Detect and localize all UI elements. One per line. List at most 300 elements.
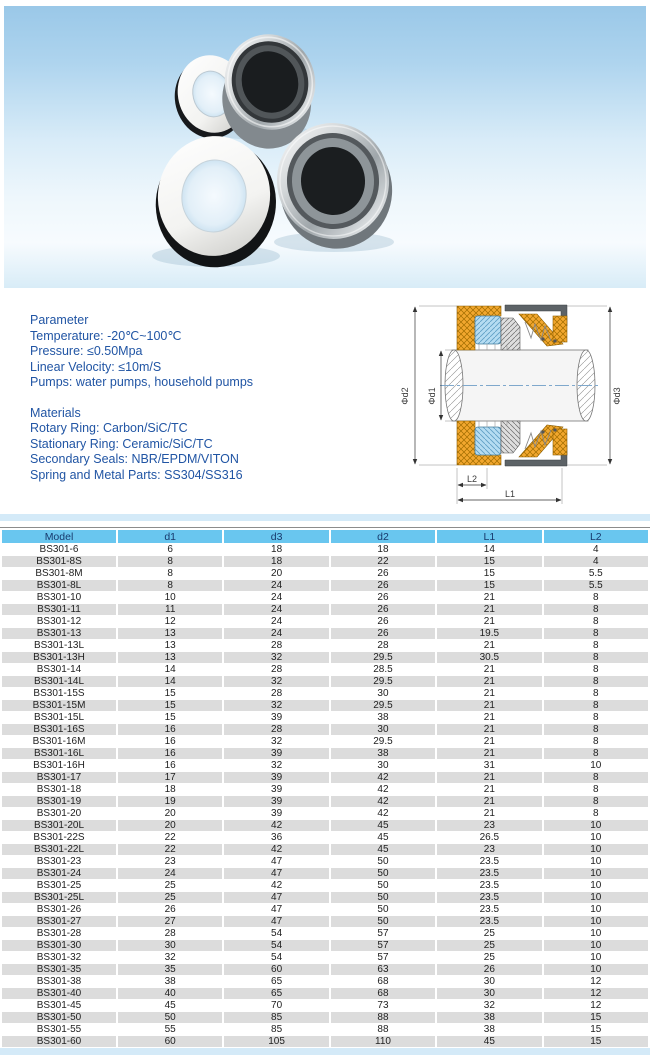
table-cell: 23 [437, 844, 541, 855]
column-header-d3: d3 [224, 530, 328, 543]
table-cell: 10 [590, 832, 602, 843]
table-cell: BS301-8L [2, 580, 116, 591]
table-cell: 26 [437, 964, 541, 975]
table-header-row [2, 530, 648, 543]
table-cell: BS301-25L [2, 892, 116, 903]
table-row [2, 544, 648, 555]
table-cell: BS301-26 [36, 904, 82, 915]
table-cell: 21 [483, 736, 495, 747]
table-cell: 42 [331, 796, 435, 807]
table-cell: 42 [331, 772, 435, 783]
table-cell: 20 [271, 568, 283, 579]
table-cell: BS301-23 [36, 856, 82, 867]
table-cell: 8 [593, 664, 599, 675]
table-row [2, 748, 648, 759]
table-cell: BS301-8S [2, 556, 116, 567]
table-row [2, 712, 648, 723]
dim-label-d1: Φd1 [427, 387, 437, 405]
table-cell: 21 [437, 796, 541, 807]
table-cell: 8 [167, 568, 173, 579]
dim-label-L2: L2 [466, 474, 478, 484]
table-cell: 8 [544, 724, 648, 735]
table-cell: BS301-6 [39, 544, 79, 555]
table-cell: 10 [590, 928, 602, 939]
table-cell: BS301-30 [2, 940, 116, 951]
table-cell: BS301-14 [36, 664, 82, 675]
table-cell: 10 [590, 880, 602, 891]
table-cell: 42 [377, 784, 389, 795]
table-cell: BS301-32 [36, 952, 82, 963]
table-cell: 16 [164, 736, 176, 747]
table-cell: BS301-55 [36, 1024, 82, 1035]
table-cell: 23.5 [479, 904, 500, 915]
table-cell: 29.5 [331, 700, 435, 711]
table-row [2, 724, 648, 735]
table-cell: 8 [593, 736, 599, 747]
elastomer-element [475, 316, 501, 344]
table-cell: 6 [167, 544, 173, 555]
table-cell: 38 [331, 748, 435, 759]
seal-assembly-section [457, 305, 567, 350]
table-cell: 16 [118, 724, 222, 735]
table-cell: 14 [164, 664, 176, 675]
table-row [2, 796, 648, 807]
table-cell: 28 [377, 640, 389, 651]
table-cell: 16 [118, 748, 222, 759]
table-cell: 10 [590, 760, 602, 771]
table-cell: 38 [377, 712, 389, 723]
table-cell: 8 [544, 700, 648, 711]
table-row [2, 772, 648, 783]
table-cell: 39 [271, 808, 283, 819]
table-cell: 8 [118, 556, 222, 567]
table-cell: 30 [377, 760, 389, 771]
table-cell: BS301-17 [2, 772, 116, 783]
table-row [2, 892, 648, 903]
table-cell: 8 [593, 688, 599, 699]
table-cell: 19.5 [437, 628, 541, 639]
table-cell: BS301-22L [2, 844, 116, 855]
table-cell: 50 [331, 892, 435, 903]
table-cell: 8 [544, 748, 648, 759]
column-header-d1: d1 [118, 530, 222, 543]
table-cell: 18 [224, 556, 328, 567]
table-cell: 32 [483, 1000, 495, 1011]
table-cell: BS301-20 [36, 808, 82, 819]
table-cell: 88 [377, 1024, 389, 1035]
table-cell: 45 [437, 1036, 541, 1047]
table-cell: 14 [483, 544, 495, 555]
table-cell: 5.5 [544, 580, 648, 591]
table-row [2, 952, 648, 963]
table-cell: 8 [593, 592, 599, 603]
table-row [2, 1024, 648, 1035]
table-cell: 28 [271, 688, 283, 699]
table-row [2, 880, 648, 891]
table-cell: 57 [377, 928, 389, 939]
table-cell: 50 [118, 1012, 222, 1023]
table-row [2, 760, 648, 771]
table-cell: 17 [118, 772, 222, 783]
table-cell: 11 [118, 604, 222, 615]
table-cell: 32 [224, 700, 328, 711]
table-cell: 50 [377, 856, 389, 867]
table-cell: 18 [271, 544, 283, 555]
materials-line: Rotary Ring: Carbon/SiC/TC [30, 421, 188, 435]
table-cell: BS301-11 [2, 604, 116, 615]
column-header-L1: L1 [437, 530, 541, 543]
table-row [2, 976, 648, 987]
table-cell: 39 [271, 784, 283, 795]
table-cell: BS301-35 [2, 964, 116, 975]
table-cell: 55 [164, 1024, 176, 1035]
table-cell: 47 [224, 892, 328, 903]
table-cell: 26 [164, 904, 176, 915]
dim-label-d2: Φd2 [400, 387, 410, 405]
table-cell: 10 [590, 904, 602, 915]
table-cell: 16 [164, 760, 176, 771]
table-row [2, 676, 648, 687]
table-cell: 28 [271, 664, 283, 675]
table-cell: BS301-25 [36, 880, 82, 891]
table-cell: 60 [224, 964, 328, 975]
table-cell: 27 [118, 916, 222, 927]
table-row [2, 628, 648, 639]
table-cell: 8 [593, 784, 599, 795]
bellows-block [553, 316, 567, 342]
seal-face-ring [501, 318, 520, 350]
table-cell: 32 [164, 952, 176, 963]
table-cell: 10 [544, 892, 648, 903]
table-row [2, 688, 648, 699]
table-cell: 21 [483, 616, 495, 627]
table-cell: 38 [483, 1024, 495, 1035]
table-cell: BS301-10 [36, 592, 82, 603]
table-cell: 39 [224, 772, 328, 783]
materials-title: Materials [30, 405, 81, 420]
table-cell: 10 [164, 592, 176, 603]
table-cell: 32 [224, 676, 328, 687]
table-row [2, 928, 648, 939]
table-cell: 39 [224, 748, 328, 759]
table-cell: 25 [483, 928, 495, 939]
table-cell: 28 [164, 928, 176, 939]
table-cell: 26 [331, 628, 435, 639]
table-cell: BS301-22S [33, 832, 85, 843]
table-cell: 21 [483, 688, 495, 699]
table-row [2, 568, 648, 579]
table-row [2, 556, 648, 567]
table-cell: 29.5 [373, 736, 393, 747]
table-row [2, 808, 648, 819]
table-cell: 26 [377, 592, 389, 603]
table-row [2, 616, 648, 627]
table-cell: 21 [483, 808, 495, 819]
table-cell: 88 [331, 1012, 435, 1023]
table-cell: BS301-15L [33, 712, 85, 723]
table-cell: 15 [164, 688, 176, 699]
table-cell: 10 [544, 964, 648, 975]
table-cell: BS301-16H [33, 760, 85, 771]
table-row [2, 856, 648, 867]
table-cell: 26.5 [479, 832, 500, 843]
table-cell: BS301-13 [2, 628, 116, 639]
table-cell: 8 [544, 604, 648, 615]
parameter-line: Pumps: water pumps, household pumps [30, 375, 254, 389]
table-cell: 47 [224, 916, 328, 927]
table-cell: 15 [544, 1012, 648, 1023]
table-cell: 54 [271, 952, 283, 963]
table-cell: 10 [544, 868, 648, 879]
table-cell: 38 [164, 976, 176, 987]
table-cell: 21 [437, 604, 541, 615]
table-cell: 54 [271, 928, 283, 939]
table-cell: 15 [437, 580, 541, 591]
table-row [2, 940, 648, 951]
shaft [440, 350, 600, 421]
table-cell: 20 [118, 820, 222, 831]
table-cell: 24 [271, 592, 283, 603]
separator-band-bottom [0, 1048, 650, 1055]
table-cell: 36 [271, 832, 283, 843]
table-cell: 42 [271, 880, 283, 891]
table-cell: 8 [544, 628, 648, 639]
table-cell: 10 [544, 916, 648, 927]
table-cell: BS301-18 [36, 784, 82, 795]
table-cell: 8 [593, 712, 599, 723]
table-cell: 23 [164, 856, 176, 867]
table-row [2, 1012, 648, 1023]
table-cell: 42 [224, 844, 328, 855]
table-cell: 12 [164, 616, 176, 627]
table-cell: 39 [224, 796, 328, 807]
table-row [2, 784, 648, 795]
table-cell: 110 [331, 1036, 435, 1047]
table-cell: 10 [544, 820, 648, 831]
table-cell: 15 [164, 712, 176, 723]
table-cell: 24 [224, 628, 328, 639]
table-cell: 22 [164, 832, 176, 843]
table-cell: 35 [118, 964, 222, 975]
table-row [2, 868, 648, 879]
table-cell: 24 [118, 868, 222, 879]
table-cell: 18 [377, 544, 389, 555]
product-photo-illustration [4, 6, 646, 288]
table-cell: 40 [118, 988, 222, 999]
table-cell: BS301-27 [2, 916, 116, 927]
table-cell: 21 [437, 772, 541, 783]
table-cell: BS301-15S [33, 688, 85, 699]
table-cell: 15 [118, 700, 222, 711]
table-cell: 12 [590, 1000, 602, 1011]
table-cell: 50 [377, 880, 389, 891]
table-cell: 85 [271, 1024, 283, 1035]
table-cell: 21 [437, 748, 541, 759]
table-cell: 21 [437, 724, 541, 735]
table-cell: 23 [437, 820, 541, 831]
parameter-line: Pressure: ≤0.50Mpa [30, 344, 143, 358]
table-row [2, 964, 648, 975]
table-row [2, 604, 648, 615]
table-cell: 68 [331, 988, 435, 999]
spec-table-rows [2, 544, 648, 1047]
table-cell: 22 [118, 844, 222, 855]
table-cell: 68 [377, 976, 389, 987]
table-cell: 5.5 [588, 568, 603, 579]
table-cell: 26 [377, 616, 389, 627]
table-cell: 18 [164, 784, 176, 795]
table-cell: 25 [164, 880, 176, 891]
table-cell: 32 [271, 736, 283, 747]
table-row [2, 1036, 648, 1047]
table-cell: 45 [331, 820, 435, 831]
table-cell: BS301-45 [36, 1000, 82, 1011]
table-cell: 85 [224, 1012, 328, 1023]
table-cell: 8 [544, 796, 648, 807]
table-cell: 29.5 [331, 652, 435, 663]
table-cell: 8 [544, 772, 648, 783]
table-cell: 8 [593, 640, 599, 651]
table-cell: 45 [164, 1000, 176, 1011]
table-cell: 21 [483, 592, 495, 603]
table-cell: 47 [224, 868, 328, 879]
table-cell: 13 [118, 628, 222, 639]
table-cell: BS301-13H [2, 652, 116, 663]
table-cell: 21 [437, 676, 541, 687]
table-cell: 30 [483, 976, 495, 987]
table-cell: 30 [331, 724, 435, 735]
table-cell: 25 [437, 940, 541, 951]
table-row [2, 640, 648, 651]
table-cell: 13 [118, 652, 222, 663]
table-cell: 30 [377, 688, 389, 699]
table-cell: 42 [224, 820, 328, 831]
table-cell: 8 [544, 676, 648, 687]
table-cell: 70 [271, 1000, 283, 1011]
table-cell: 21 [483, 784, 495, 795]
dim-label-L1: L1 [504, 489, 516, 499]
table-cell: BS301-14L [2, 676, 116, 687]
table-cell: 23.5 [437, 916, 541, 927]
product-photo [4, 6, 646, 288]
table-cell: 50 [377, 904, 389, 915]
table-row [2, 700, 648, 711]
table-cell: 60 [118, 1036, 222, 1047]
dimension-table [0, 529, 650, 1048]
table-row [2, 904, 648, 915]
table-cell: 23.5 [437, 868, 541, 879]
table-cell: 39 [271, 712, 283, 723]
table-row [2, 652, 648, 663]
table-cell: 23.5 [479, 856, 500, 867]
materials-line: Stationary Ring: Ceramic/SiC/TC [30, 436, 213, 451]
table-cell: 24 [224, 604, 328, 615]
table-cell: 25 [483, 952, 495, 963]
table-cell: 42 [377, 808, 389, 819]
table-row [2, 988, 648, 999]
table-cell: 19 [118, 796, 222, 807]
table-cell: BS301-8M [35, 568, 83, 579]
table-cell: BS301-16S [2, 724, 116, 735]
table-cell: BS301-50 [2, 1012, 116, 1023]
table-cell: 21 [483, 664, 495, 675]
table-cell: 15 [437, 556, 541, 567]
table-cell: 73 [377, 1000, 389, 1011]
table-cell: 29.5 [331, 676, 435, 687]
table-cell: BS301-12 [36, 616, 82, 627]
table-row [2, 844, 648, 855]
table-row [2, 820, 648, 831]
table-cell: 24 [271, 616, 283, 627]
table-cell: 65 [224, 988, 328, 999]
table-cell: 26 [331, 604, 435, 615]
table-cell: 28 [224, 724, 328, 735]
table-cell: BS301-60 [2, 1036, 116, 1047]
table-cell: 13 [164, 640, 176, 651]
table-cell: 20 [164, 808, 176, 819]
table-cell: 30 [437, 988, 541, 999]
table-cell: 21 [483, 640, 495, 651]
table-row [2, 736, 648, 747]
table-cell: 32 [271, 760, 283, 771]
table-cell: 23.5 [479, 880, 500, 891]
table-cell: 23.5 [437, 892, 541, 903]
table-cell: 28 [271, 640, 283, 651]
table-cell: 31 [483, 760, 495, 771]
parameter-line: Linear Velocity: ≤10m/S [30, 359, 162, 374]
table-cell: 57 [331, 940, 435, 951]
table-cell: 4 [593, 544, 599, 555]
table-cell: 8 [544, 652, 648, 663]
table-cell: 26 [377, 568, 389, 579]
table-cell: 8 [593, 808, 599, 819]
column-header-d2: d2 [331, 530, 435, 543]
table-cell: 14 [118, 676, 222, 687]
table-cell: 21 [483, 712, 495, 723]
table-cell: BS301-20L [2, 820, 116, 831]
column-header-model: Model [2, 530, 116, 543]
table-cell: 10 [590, 856, 602, 867]
table-cell: 15 [590, 1024, 602, 1035]
table-cell: 15 [483, 568, 495, 579]
table-cell: BS301-13L [33, 640, 85, 651]
table-top-rule [0, 527, 650, 528]
table-row [2, 592, 648, 603]
parameter-line: Temperature: -20℃~100℃ [30, 328, 182, 343]
separator-band-top [0, 514, 650, 521]
table-cell: 12 [544, 988, 648, 999]
table-cell: 45 [377, 832, 389, 843]
table-cell: 38 [437, 1012, 541, 1023]
table-cell: 15 [544, 1036, 648, 1047]
table-cell: 30.5 [437, 652, 541, 663]
table-cell: 10 [544, 940, 648, 951]
table-cell: BS301-19 [2, 796, 116, 807]
table-cell: 21 [437, 700, 541, 711]
table-cell: 24 [224, 580, 328, 591]
table-row [2, 916, 648, 927]
table-row [2, 580, 648, 591]
parameter-title: Parameter [30, 313, 89, 327]
table-cell: BS301-40 [2, 988, 116, 999]
table-row [2, 832, 648, 843]
spec-text-block [30, 313, 253, 483]
table-cell: 8 [593, 616, 599, 627]
table-cell: 4 [544, 556, 648, 567]
table-cell: 47 [271, 904, 283, 915]
table-cell: 57 [377, 952, 389, 963]
dim-label-d3: Φd3 [612, 387, 622, 405]
